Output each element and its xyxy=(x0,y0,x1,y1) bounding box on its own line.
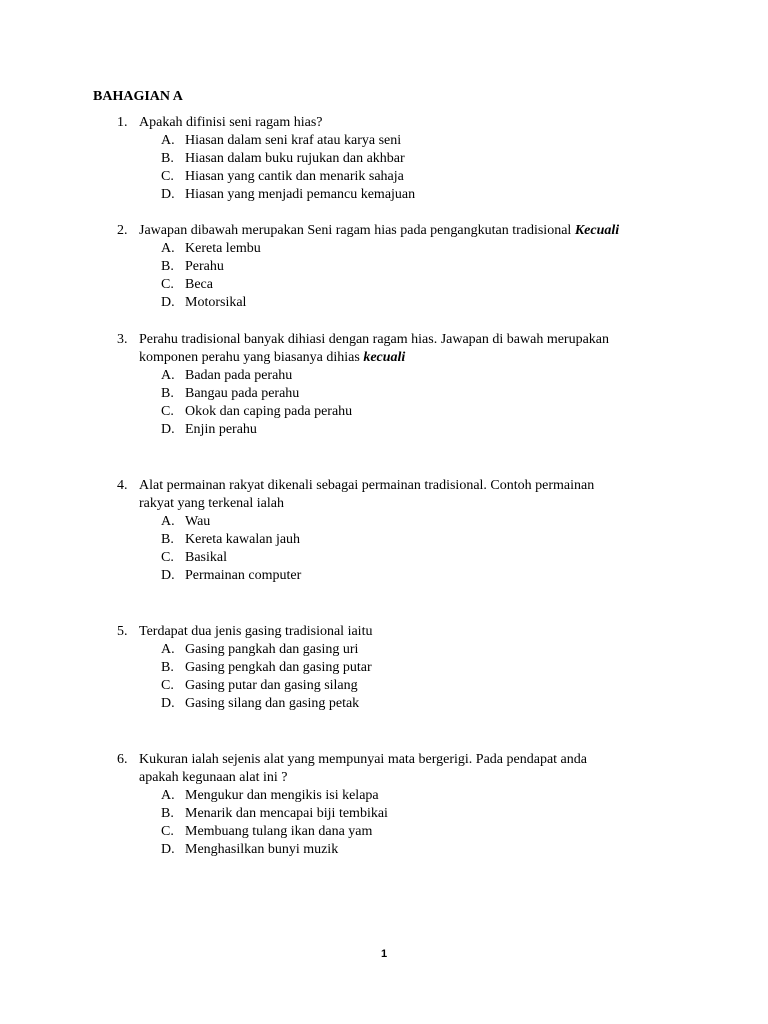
option-letter: B. xyxy=(161,259,174,274)
option-text: Kereta kawalan jauh xyxy=(185,532,301,547)
answer-options xyxy=(117,132,697,204)
question-line xyxy=(117,623,697,641)
option-letter: A. xyxy=(161,133,175,148)
question-number: 2. xyxy=(117,223,128,238)
question-4 xyxy=(117,477,697,585)
option-letter: C. xyxy=(161,169,174,184)
option-text: Hiasan yang cantik dan menarik sahaja xyxy=(185,169,404,184)
answer-option xyxy=(117,641,697,659)
question-3 xyxy=(117,331,697,439)
answer-option xyxy=(117,150,697,168)
option-letter: D. xyxy=(161,422,175,437)
option-text: Gasing silang dan gasing petak xyxy=(185,696,360,711)
option-text: Badan pada perahu xyxy=(185,368,293,383)
section-heading: BAHAGIAN A xyxy=(93,89,183,104)
option-letter: D. xyxy=(161,568,175,583)
option-text: Enjin perahu xyxy=(185,422,257,437)
option-text: Perahu xyxy=(185,259,224,274)
question-text: Perahu tradisional banyak dihiasi dengan ragam hias. Jawapan di bawah merupakan xyxy=(139,332,610,347)
question-line xyxy=(117,349,697,367)
question-number xyxy=(117,495,139,513)
option-letter: D. xyxy=(161,295,175,310)
option-letter: D. xyxy=(161,187,175,202)
option-text: Basikal xyxy=(185,550,227,565)
option-text: Menarik dan mencapai biji tembikai xyxy=(185,806,388,821)
option-text: Wau xyxy=(185,514,211,529)
answer-option xyxy=(117,805,697,823)
option-letter: B. xyxy=(161,151,174,166)
question-line xyxy=(117,495,697,513)
question-number xyxy=(117,769,139,787)
answer-option xyxy=(117,240,697,258)
answer-option xyxy=(117,276,697,294)
option-letter: A. xyxy=(161,368,175,383)
question-number: 1. xyxy=(117,115,128,130)
question-number: 3. xyxy=(117,332,128,347)
question-text: Terdapat dua jenis gasing tradisional iaitu xyxy=(139,624,373,639)
option-letter: B. xyxy=(161,532,174,547)
option-text: Menghasilkan bunyi muzik xyxy=(185,842,339,857)
question-1 xyxy=(117,114,697,204)
answer-option xyxy=(117,258,697,276)
question-text: apakah kegunaan alat ini ? xyxy=(139,770,288,785)
option-letter: B. xyxy=(161,386,174,401)
option-letter: D. xyxy=(161,842,175,857)
question-line xyxy=(117,114,697,132)
question-emphasis: Kecuali xyxy=(574,223,620,238)
answer-option xyxy=(117,186,697,204)
answer-option xyxy=(117,294,697,312)
answer-option xyxy=(117,421,697,439)
answer-options xyxy=(117,787,697,859)
answer-option xyxy=(117,823,697,841)
option-letter: A. xyxy=(161,788,175,803)
question-line xyxy=(117,222,697,240)
question-number xyxy=(117,349,139,367)
question-text: rakyat yang terkenal ialah xyxy=(139,496,284,511)
page-number: 1 xyxy=(380,948,388,960)
option-letter: B. xyxy=(161,660,174,675)
question-2 xyxy=(117,222,697,312)
answer-options xyxy=(117,641,697,713)
option-letter: C. xyxy=(161,277,174,292)
answer-option xyxy=(117,787,697,805)
option-text: Okok dan caping pada perahu xyxy=(185,404,353,419)
question-emphasis: kecuali xyxy=(363,350,406,365)
question-text: Alat permainan rakyat dikenali sebagai permainan tradisional. Contoh permainan xyxy=(139,478,595,493)
option-letter: A. xyxy=(161,241,175,256)
option-letter: B. xyxy=(161,806,174,821)
answer-option xyxy=(117,403,697,421)
answer-options xyxy=(117,240,697,312)
question-text: Apakah difinisi seni ragam hias? xyxy=(139,115,323,130)
question-text: Jawapan dibawah merupakan Seni ragam hias pada pengangkutan tradisional Kecuali xyxy=(139,223,620,238)
option-text: Membuang tulang ikan dana yam xyxy=(185,824,373,839)
option-letter: A. xyxy=(161,514,175,529)
question-line xyxy=(117,477,697,495)
answer-option xyxy=(117,132,697,150)
question-number: 5. xyxy=(117,624,128,639)
answer-option xyxy=(117,513,697,531)
answer-option xyxy=(117,659,697,677)
option-letter: A. xyxy=(161,642,175,657)
answer-option xyxy=(117,367,697,385)
option-text: Mengukur dan mengikis isi kelapa xyxy=(185,788,379,803)
option-text: Kereta lembu xyxy=(185,241,261,256)
answer-options xyxy=(117,367,697,439)
option-text: Beca xyxy=(185,277,213,292)
option-text: Bangau pada perahu xyxy=(185,386,300,401)
option-letter: C. xyxy=(161,824,174,839)
option-letter: C. xyxy=(161,404,174,419)
option-text: Hiasan yang menjadi pemancu kemajuan xyxy=(185,187,416,202)
answer-option xyxy=(117,168,697,186)
option-text: Hiasan dalam seni kraf atau karya seni xyxy=(185,133,402,148)
option-text: Permainan computer xyxy=(185,568,302,583)
option-text: Hiasan dalam buku rujukan dan akhbar xyxy=(185,151,405,166)
answer-option xyxy=(117,549,697,567)
question-line xyxy=(117,769,697,787)
answer-option xyxy=(117,531,697,549)
question-6 xyxy=(117,751,697,859)
option-letter: C. xyxy=(161,550,174,565)
question-5 xyxy=(117,623,697,713)
option-text: Motorsikal xyxy=(185,295,247,310)
question-number: 4. xyxy=(117,478,128,493)
answer-option xyxy=(117,677,697,695)
question-text: komponen perahu yang biasanya dihias kecuali xyxy=(139,350,406,365)
option-text: Gasing putar dan gasing silang xyxy=(185,678,358,693)
option-text: Gasing pangkah dan gasing uri xyxy=(185,642,359,657)
answer-option xyxy=(117,567,697,585)
answer-option xyxy=(117,841,697,859)
answer-option xyxy=(117,385,697,403)
option-text: Gasing pengkah dan gasing putar xyxy=(185,660,372,675)
question-line xyxy=(117,751,697,769)
question-number: 6. xyxy=(117,752,128,767)
question-text: Kukuran ialah sejenis alat yang mempunyai mata bergerigi. Pada pendapat anda xyxy=(139,752,587,767)
option-letter: C. xyxy=(161,678,174,693)
answer-options xyxy=(117,513,697,585)
question-line xyxy=(117,331,697,349)
option-letter: D. xyxy=(161,696,175,711)
answer-option xyxy=(117,695,697,713)
